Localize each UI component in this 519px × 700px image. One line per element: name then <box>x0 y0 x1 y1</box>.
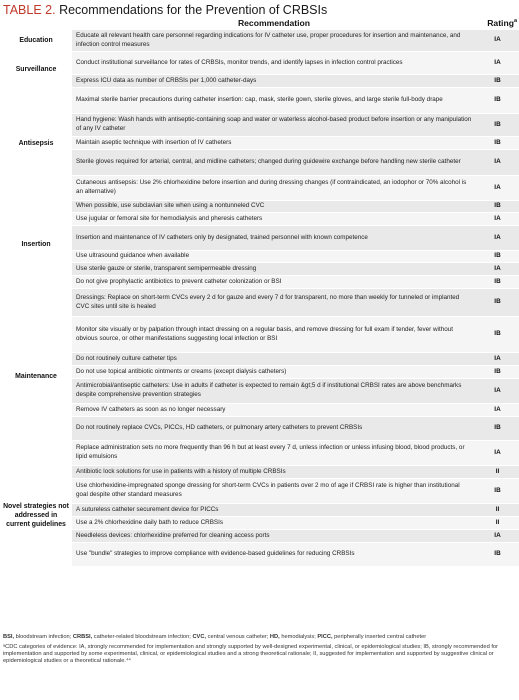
abbreviation-definition: peripherally inserted central catheter <box>334 634 427 640</box>
table-row <box>0 316 519 352</box>
table-label: TABLE 2. <box>3 3 56 17</box>
rating-cell: IA <box>476 529 519 542</box>
recommendation-cell: Use "bundle" strategies to improve compliance with evidence-based guidelines for reducing CRBSIs <box>72 542 476 566</box>
recommendation-cell: Antibiotic lock solutions for use in patients with a history of multiple CRBSIs <box>72 465 476 478</box>
recommendation-cell: Sterile gloves required for arterial, central, and midline catheters; changed during guidewire exchange before handling new sterile catheter <box>72 149 476 175</box>
table-row <box>0 200 519 212</box>
abbreviation-term: CRBSI, <box>72 634 93 640</box>
category-cell: Surveillance <box>0 51 72 87</box>
rating-cell: IB <box>476 200 519 212</box>
category-cell: Education <box>0 29 72 51</box>
table-row <box>0 225 519 250</box>
rating-cell: IA <box>476 352 519 365</box>
table-row <box>0 275 519 288</box>
abbreviation-term: HD, <box>269 634 280 640</box>
rating-cell: II <box>476 503 519 516</box>
recommendation-cell: Monitor site visually or by palpation through intact dressing on a regular basis, and remove dressing for full exam if tender, fever without obvious source, or other manifestations suggesting local infection or BSI <box>72 316 476 352</box>
header-rating-footnote-mark: a <box>513 17 517 24</box>
recommendation-cell: Antimicrobial/antiseptic catheters: Use in adults if catheter is expected to remain &gt;5 d if institutional CRBSI rates are above benchmarks despite comprehensive prevention strategies <box>72 378 476 403</box>
category-cell: Novel strategies not addressed in current guidelines <box>0 465 72 566</box>
rating-cell: IB <box>476 288 519 316</box>
table-row <box>0 365 519 378</box>
rating-cell: IB <box>476 74 519 87</box>
table-row <box>0 542 519 566</box>
table-row <box>0 378 519 403</box>
recommendation-cell: Use ultrasound guidance when available <box>72 250 476 262</box>
table-row <box>0 212 519 225</box>
table-row <box>0 516 519 529</box>
rating-cell: IA <box>476 149 519 175</box>
table-header-row <box>0 17 519 29</box>
table-row <box>0 465 519 478</box>
recommendation-cell: Do not routinely replace CVCs, PICCs, HD catheters, or pulmonary artery catheters to prevent CRBSIs <box>72 416 476 440</box>
table-body <box>0 29 519 566</box>
rating-cell: IB <box>476 136 519 149</box>
abbreviation-definition: bloodstream infection; <box>15 634 72 640</box>
recommendation-cell: Use jugular or femoral site for hemodialysis and pheresis catheters <box>72 212 476 225</box>
recommendation-cell: Maintain aseptic technique with insertion of IV catheters <box>72 136 476 149</box>
abbreviations-line <box>3 634 517 641</box>
table-row <box>0 288 519 316</box>
rating-cell: IA <box>476 212 519 225</box>
recommendation-cell: Do not routinely culture catheter tips <box>72 352 476 365</box>
abbreviation-definition: central venous catheter; <box>207 634 269 640</box>
table-row <box>0 51 519 74</box>
evidence-footnote: ᵃCDC categories of evidence: IA, strongly recommended for implementation and strongly supported by well-designed experimental, clinical, or epidemiological studies; IB, strongly recommended for implementation and supported by some experimental, clinical, or epidemiological studies and a strong theoretical rationale; II, suggested for implementation and supported by suggestive clinical or epidemiological studies or a theoretical rationale.⁴⁴ <box>3 644 498 665</box>
table-row <box>0 352 519 365</box>
table-row <box>0 403 519 416</box>
abbreviation-term: PICC, <box>317 634 333 640</box>
header-recommendation: Recommendation <box>72 17 476 29</box>
abbreviation-definition: catheter-related bloodstream infection; <box>93 634 191 640</box>
recommendation-cell: Remove IV catheters as soon as no longer necessary <box>72 403 476 416</box>
rating-cell: IB <box>476 542 519 566</box>
rating-cell: IA <box>476 403 519 416</box>
rating-cell: IA <box>476 51 519 74</box>
recommendation-cell: When possible, use subclavian site when using a nontunneled CVC <box>72 200 476 212</box>
recommendation-cell: Conduct institutional surveillance for rates of CRBSIs, monitor trends, and identify lapses in infection control practices <box>72 51 476 74</box>
recommendation-cell: Dressings: Replace on short-term CVCs every 2 d for gauze and every 7 d for transparent, no more than weekly for tunneled or implanted CVC sites until site is healed <box>72 288 476 316</box>
table-row <box>0 440 519 465</box>
category-cell: Insertion <box>0 200 72 288</box>
table-row <box>0 136 519 149</box>
recommendation-cell: Express ICU data as number of CRBSIs per 1,000 catheter-days <box>72 74 476 87</box>
rating-cell: IB <box>476 316 519 352</box>
rating-cell: IB <box>476 87 519 113</box>
abbreviation-definition: hemodialysis; <box>281 634 316 640</box>
table-row <box>0 113 519 136</box>
recommendation-cell: A sutureless catheter securement device for PICCs <box>72 503 476 516</box>
recommendations-table <box>0 17 519 566</box>
recommendation-cell: Use chlorhexidine-impregnated sponge dressing for short-term CVCs in patients over 2 mo of age if CRBSI rate is higher than institutional goal despite other standard measures <box>72 478 476 503</box>
rating-cell: IB <box>476 113 519 136</box>
table-row <box>0 175 519 200</box>
rating-cell: IA <box>476 175 519 200</box>
rating-cell: IB <box>476 365 519 378</box>
rating-cell: IB <box>476 416 519 440</box>
table-row <box>0 416 519 440</box>
recommendation-cell: Insertion and maintenance of IV catheters only by designated, trained personnel with known competence <box>72 225 476 250</box>
table-caption <box>3 2 327 18</box>
table-row <box>0 503 519 516</box>
category-cell: Antisepsis <box>0 87 72 200</box>
table-row <box>0 262 519 275</box>
rating-cell: II <box>476 516 519 529</box>
header-rating-label: Rating <box>487 17 514 28</box>
abbreviation-term: BSI, <box>3 634 15 640</box>
rating-cell: IB <box>476 250 519 262</box>
rating-cell: IA <box>476 225 519 250</box>
recommendation-cell: Educate all relevant health care personnel regarding indications for IV catheter use, proper procedures for insertion and maintenance, and infection control measures <box>72 29 476 51</box>
recommendation-cell: Needleless devices: chlorhexidine preferred for cleaning access ports <box>72 529 476 542</box>
table-row <box>0 478 519 503</box>
table-title: Recommendations for the Prevention of CRBSIs <box>59 3 328 17</box>
rating-cell: IA <box>476 378 519 403</box>
recommendation-cell: Cutaneous antisepsis: Use 2% chlorhexidine before insertion and during dressing changes (if contraindicated, an iodophor or 70% alcohol is an alternative) <box>72 175 476 200</box>
recommendation-cell: Do not give prophylactic antibiotics to prevent catheter colonization or BSI <box>72 275 476 288</box>
recommendation-cell: Maximal sterile barrier precautions during catheter insertion: cap, mask, sterile gown, sterile gloves, and large sterile full-body drape <box>72 87 476 113</box>
abbreviation-term: CVC, <box>192 634 207 640</box>
header-rating <box>476 17 519 29</box>
table-row <box>0 74 519 87</box>
table-row <box>0 250 519 262</box>
table-footnotes <box>3 634 517 665</box>
recommendation-cell: Replace administration sets no more frequently than 96 h but at least every 7 d, unless infection or unless infusing blood, blood products, or lipid emulsions <box>72 440 476 465</box>
recommendation-cell: Do not use topical antibiotic ointments or creams (except dialysis catheters) <box>72 365 476 378</box>
rating-cell: IB <box>476 478 519 503</box>
recommendation-cell: Use a 2% chlorhexidine daily bath to reduce CRBSIs <box>72 516 476 529</box>
table-row <box>0 87 519 113</box>
table-row <box>0 529 519 542</box>
rating-cell: IB <box>476 275 519 288</box>
rating-cell: IA <box>476 29 519 51</box>
category-cell: Maintenance <box>0 288 72 465</box>
recommendation-cell: Use sterile gauze or sterile, transparent semipermeable dressing <box>72 262 476 275</box>
header-category <box>0 17 72 29</box>
rating-cell: II <box>476 465 519 478</box>
rating-cell: IA <box>476 440 519 465</box>
table-row <box>0 29 519 51</box>
rating-cell: IA <box>476 262 519 275</box>
recommendation-cell: Hand hygiene: Wash hands with antiseptic-containing soap and water or waterless alcohol-based product before insertion or any manipulation of any IV catheter <box>72 113 476 136</box>
table-row <box>0 149 519 175</box>
